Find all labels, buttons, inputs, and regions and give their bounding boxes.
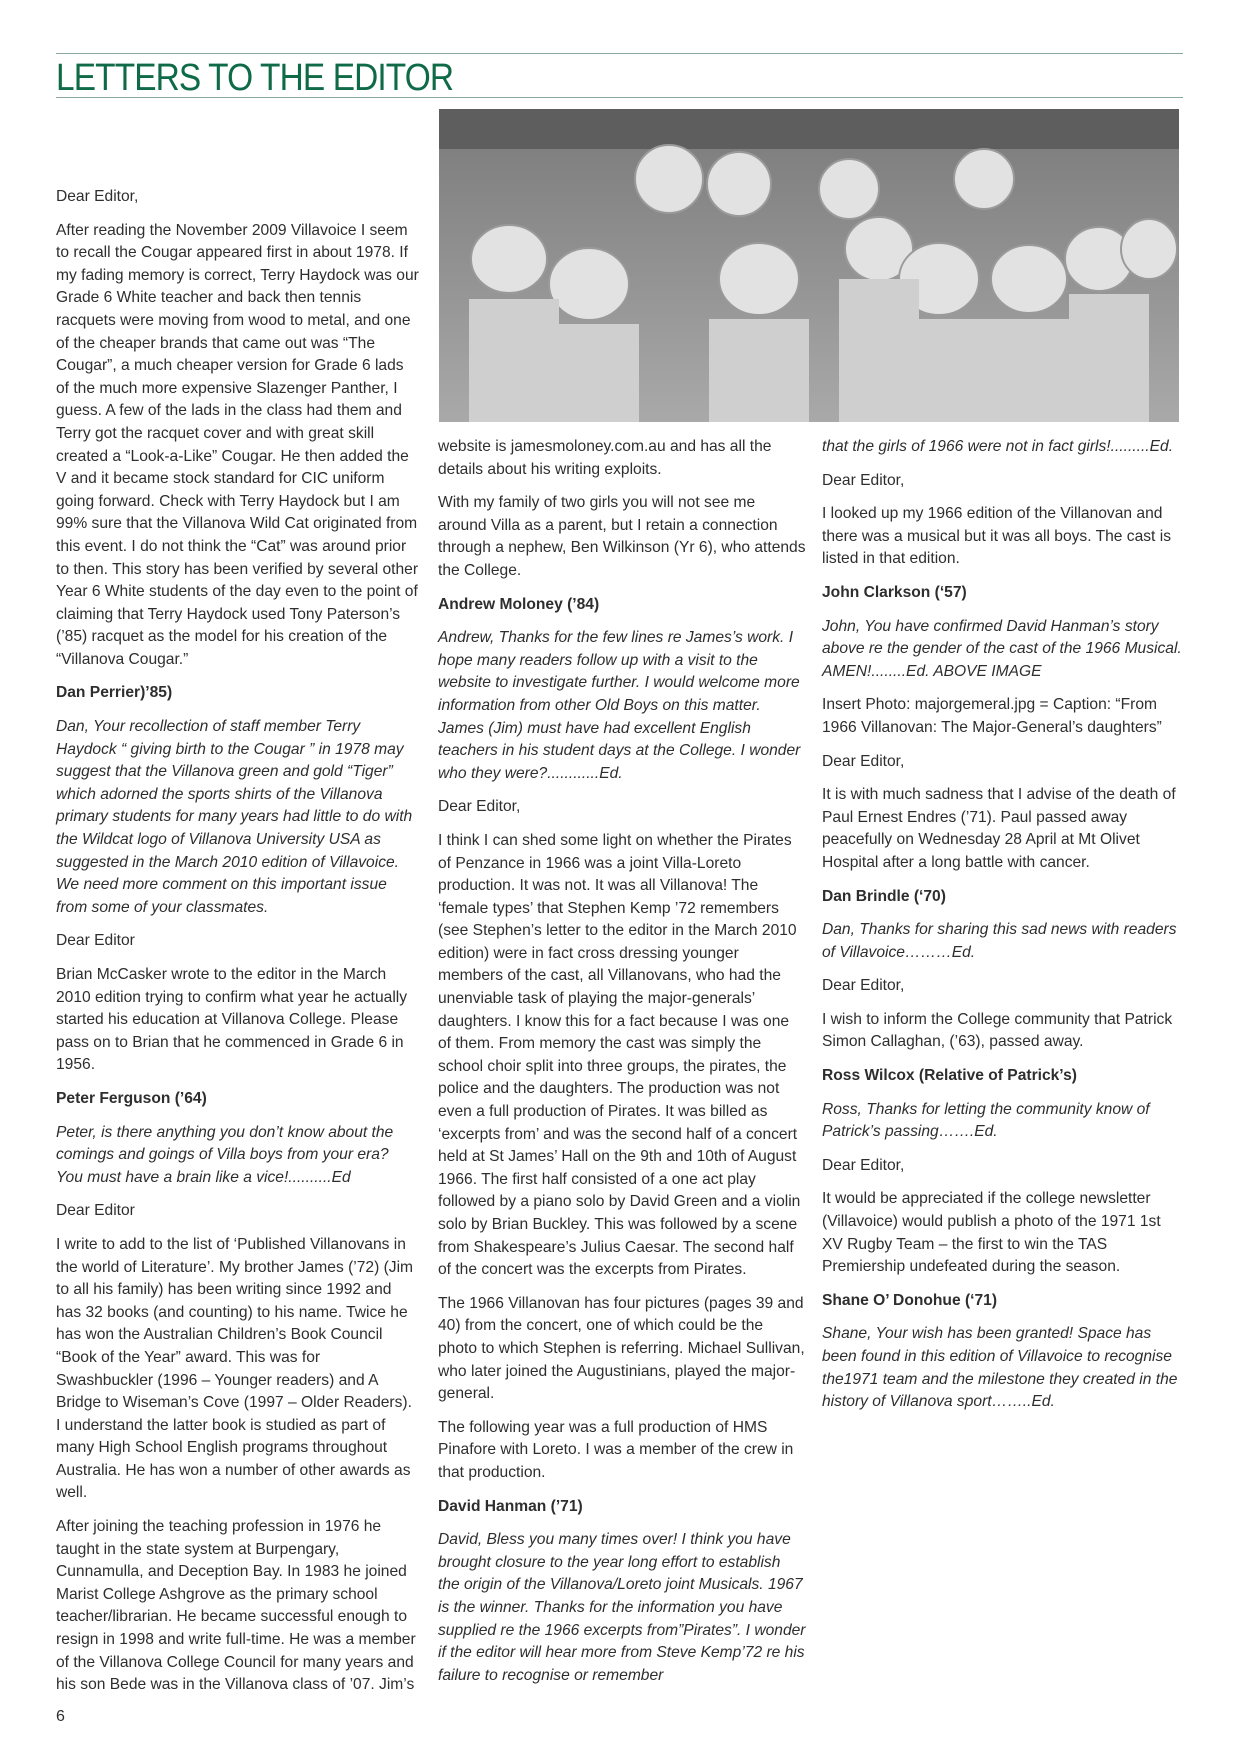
salutation: Dear Editor xyxy=(56,1202,135,1220)
editor-reply: Andrew, Thanks for the few lines re James’s work. I hope many readers follow up with a visit to the website to investigate further. I would welcome more information from other Old Boys on this matter. James (Jim) must have had excellent English teachers in his student days at the College. I wonder who they were?............Ed. xyxy=(438,629,801,782)
letter-paragraph: website is jamesmoloney.com.au and has all the details about his writing exploits. xyxy=(438,438,772,478)
letter-signature: Ross Wilcox (Relative of Patrick’s) xyxy=(822,1067,1077,1085)
letter-paragraph: I looked up my 1966 edition of the Villanovan and there was a musical but it was all boys. The cast is listed in that edition. xyxy=(822,505,1171,568)
photo-illustration xyxy=(439,109,1179,422)
column-1 xyxy=(56,186,419,1708)
column-3 xyxy=(822,436,1184,1425)
editor-reply: Shane, Your wish has been granted! Space has been found in this edition of Villavoice to recognise the1971 team and the milestone they created in the history of Villanova sport……..Ed. xyxy=(822,1325,1178,1411)
letter-paragraph: Brian McCasker wrote to the editor in the March 2010 edition trying to confirm what year he actually started his education at Villanova College. Please pass on to Brian that he commenced in Grade 6 in 1956. xyxy=(56,966,408,1074)
letter-paragraph: With my family of two girls you will not see me around Villa as a parent, but I retain a connection through a nephew, Ben Wilkinson (Yr 6), who attends the College. xyxy=(438,494,806,579)
letter-paragraph: It is with much sadness that I advise of the death of Paul Ernest Endres (’71). Paul passed away peacefully on Wednesday 28 April at Mt Olivet Hospital after a long battle with cancer. xyxy=(822,786,1176,871)
editor-reply: Ross, Thanks for letting the community know of Patrick’s passing…….Ed. xyxy=(822,1100,1150,1141)
letter-signature: John Clarkson (‘57) xyxy=(822,583,967,601)
letter-signature: Shane O’ Donohue (‘71) xyxy=(822,1291,998,1309)
editor-reply: that the girls of 1966 were not in fact girls!.........Ed. xyxy=(822,438,1174,455)
editor-reply: Dan, Thanks for sharing this sad news with readers of Villavoice………Ed. xyxy=(822,921,1177,961)
page-number: 6 xyxy=(56,1708,65,1725)
letter-paragraph: After joining the teaching profession in 1976 he taught in the state system at Burpengary, Cunnamulla, and Deception Bay. In 1983 he joined Marist College Ashgrove as the primary school teacher/librarian. He became successful enough to resign in 1998 and write full-time. He was a member of the Villanova College Council for many years and his son Bede was in the Villanova class of ’07. Jim’s xyxy=(56,1518,416,1694)
salutation: Dear Editor, xyxy=(822,752,905,770)
letter-paragraph: The 1966 Villanovan has four pictures (pages 39 and 40) from the concert, one of which could be the photo to which Stephen is referring. Michael Sullivan, who later joined the Augustinians, played the major-general. xyxy=(438,1294,805,1403)
letter-paragraph: After reading the November 2009 Villavoice I seem to recall the Cougar appeared first in about 1978. If my fading memory is correct, Terry Haydock was our Grade 6 White teacher and back then tennis racquets were moving from wood to metal, and one of the cheaper brands that came out was “The Cougar”, a much cheaper version for Grade 6 lads of the much more expensive Slazenger Panther, I guess. A few of the lads in the class had them and Terry got the racquet cover and with great skill created a “Look-a-Like” Cougar. He then added the V and it became stock standard for CIC uniform going forward. Check with Terry Haydock but I am 99% sure that the Villanova Wild Cat originated from this event. I do not think the “Cat” was around prior to then. This story has been verified by several other Year 6 White students of the day even to the point of claiming that Terry Haydock used Tony Paterson’s (’85) racquet as the model for his creation of the “Villanova Cougar.” xyxy=(56,221,419,668)
page-title: LETTERS TO THE EDITOR xyxy=(56,57,454,99)
salutation: Dear Editor xyxy=(56,932,135,950)
letter-signature: Dan Perrier)’85) xyxy=(56,684,173,702)
letter-signature: David Hanman (’71) xyxy=(438,1497,583,1515)
letter-paragraph: The following year was a full production of HMS Pinafore with Loreto. I was a member of the crew in that production. xyxy=(438,1418,794,1481)
salutation: Dear Editor, xyxy=(56,188,139,205)
letter-signature: Dan Brindle (‘70) xyxy=(822,887,946,905)
letter-paragraph: I write to add to the list of ‘Published Villanovans in the world of Literature’. My brother James (’72) (Jim to all his family) has been writing since 1992 and has 32 books (and counting) to his name. Twice he has won the Australian Children’s Book Council “Book of the Year” award. This was for Swashbuckler (1996 – Younger readers) and A Bridge to Wiseman’s Cove (1997 – Older Readers). I understand the latter book is studied as part of many High School English programs throughout Australia. He has won a number of other awards as well. xyxy=(56,1235,414,1502)
salutation: Dear Editor, xyxy=(822,977,905,995)
editor-reply: John, You have confirmed David Hanman’s story above re the gender of the cast of the 1966 Musical. AMEN!........Ed. ABOVE IMAGE xyxy=(822,617,1182,680)
letter-paragraph: I wish to inform the College community that Patrick Simon Callaghan, (’63), passed away. xyxy=(822,1010,1173,1051)
group-photo-image xyxy=(439,109,1179,422)
letter-paragraph: Insert Photo: majorgemeral.jpg = Caption: “From 1966 Villanovan: The Major-General’s daughters” xyxy=(822,696,1162,736)
letter-paragraph: I think I can shed some light on whether the Pirates of Penzance in 1966 was a joint Villa-Loreto production. It was not. It was all Villanova! The ‘female types’ that Stephen Kemp ’72 remembers (see Stephen’s letter to the editor in the March 2010 edition) were in fact cross dressing younger members of the cast, all Villanovans, who had the unenviable task of playing the major-generals’ daughters. I know this for a fact because I was one of them. From memory the cast was simply the school choir split into three groups, the pirates, the police and the daughters. The production was not even a full production of Pirates. It was billed as ‘excerpts from’ and was the second half of a concert held at St James’ Hall on the 9th and 10th of August 1966. The first half consisted of a one act play followed by a piano solo by David Green and a violin solo by Brian Buckley. This was followed by a scene from Shakespeare’s Julius Caesar. The second half of the concert was the excerpts from Pirates. xyxy=(438,831,801,1279)
letter-signature: Andrew Moloney (’84) xyxy=(438,595,600,613)
header-top-rule xyxy=(56,53,1183,54)
column-2 xyxy=(438,436,806,1698)
salutation: Dear Editor, xyxy=(438,798,521,816)
editor-reply: Peter, is there anything you don’t know about the comings and goings of Villa boys from your era? You must have a brain like a vice!..........Ed xyxy=(56,1123,394,1186)
header-bottom-rule xyxy=(56,97,1183,98)
salutation: Dear Editor, xyxy=(822,471,905,489)
letter-signature: Peter Ferguson (’64) xyxy=(56,1089,207,1107)
letter-paragraph: It would be appreciated if the college newsletter (Villavoice) would publish a photo of the 1971 1st XV Rugby Team – the first to win the TAS Premiership undefeated during the season. xyxy=(822,1190,1161,1276)
salutation: Dear Editor, xyxy=(822,1156,905,1174)
editor-reply: David, Bless you many times over! I think you have brought closure to the year long effort to establish the origin of the Villanova/Loreto joint Musicals. 1967 is the winner. Thanks for the information you have supplied re the 1966 excerpts from”Pirates”. I wonder if the editor will hear more from Steve Kemp’72 re his failure to recognise or remember xyxy=(438,1531,806,1684)
editor-reply: Dan, Your recollection of staff member Terry Haydock “ giving birth to the Cougar ” in 1978 may suggest that the Villanova green and gold “Tiger” which adorned the sports shirts of the Villanova primary students for many years had little to do with the Wildcat logo of Villanova University USA as suggested in the March 2010 edition of Villavoice. We need more comment on this important issue from some of your classmates. xyxy=(56,718,413,916)
